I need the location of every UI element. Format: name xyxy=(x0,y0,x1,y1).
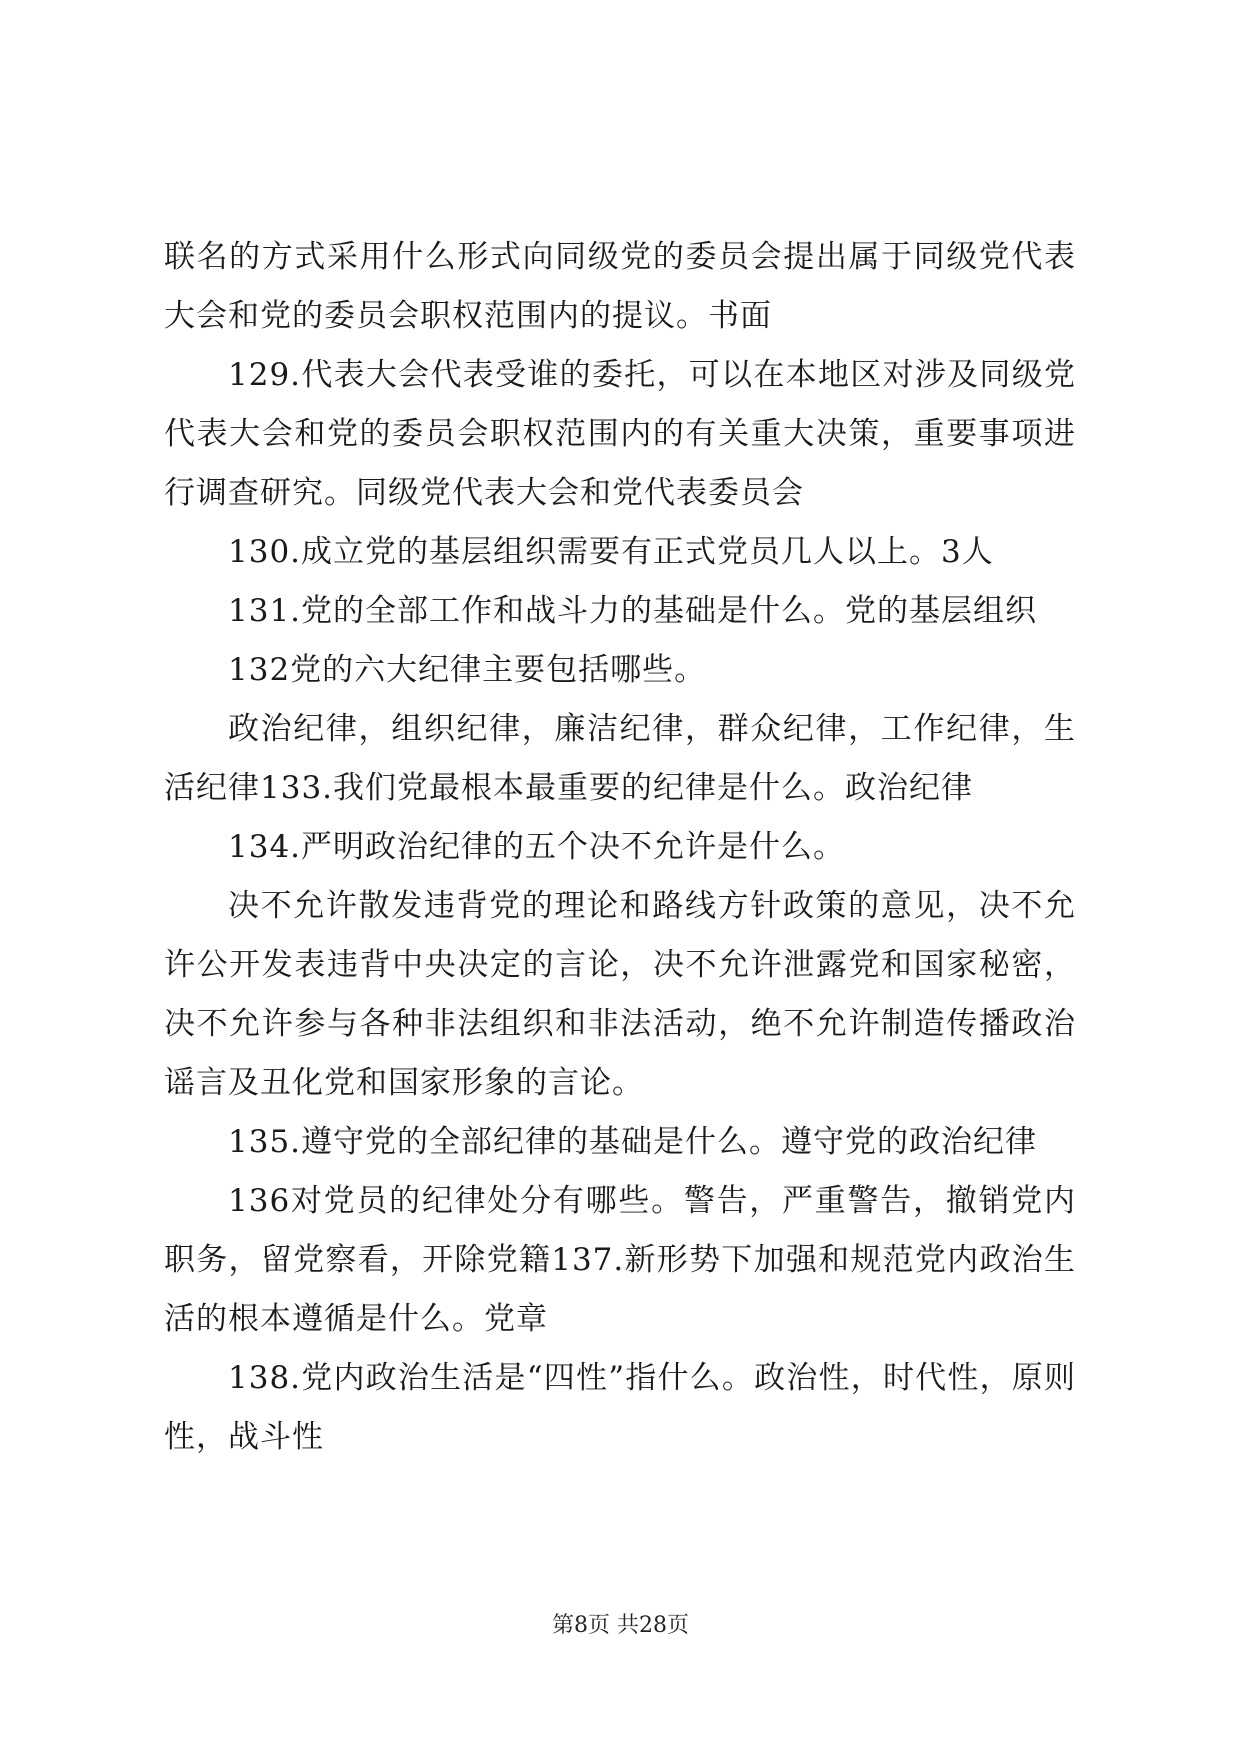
paragraph: 136对党员的纪律处分有哪些。警告，严重警告，撤销党内职务，留党察看，开除党籍137.新形势下加强和规范党内政治生活的根本遵循是什么。党章 xyxy=(164,1183,1076,1337)
paragraph: 129.代表大会代表受谁的委托，可以在本地区对涉及同级党代表大会和党的委员会职权范围内的有关重大决策，重要事项进行调查研究。同级党代表大会和党代表委员会 xyxy=(164,357,1076,511)
paragraph: 135.遵守党的全部纪律的基础是什么。遵守党的政治纪律 xyxy=(228,1124,1038,1160)
paragraph: 134.严明政治纪律的五个决不允许是什么。 xyxy=(228,829,846,865)
paragraph: 138.党内政治生活是“四性”指什么。政治性，时代性，原则性，战斗性 xyxy=(164,1360,1076,1455)
paragraph: 130.成立党的基层组织需要有正式党员几人以上。3人 xyxy=(228,534,994,570)
paragraph: 131.党的全部工作和战斗力的基础是什么。党的基层组织 xyxy=(228,593,1038,629)
paragraph: 联名的方式采用什么形式向同级党的委员会提出属于同级党代表大会和党的委员会职权范围内的提议。书面 xyxy=(164,239,1076,334)
paragraph: 决不允许散发违背党的理论和路线方针政策的意见，决不允许公开发表违背中央决定的言论，决不允许泄露党和国家秘密，决不允许参与各种非法组织和非法活动，绝不允许制造传播政治谣言及丑化党和国家形象的言论。 xyxy=(164,888,1076,1101)
paragraph: 132党的六大纪律主要包括哪些。 xyxy=(228,652,707,688)
paragraph: 政治纪律，组织纪律，廉洁纪律，群众纪律，工作纪律，生活纪律133.我们党最根本最重要的纪律是什么。政治纪律 xyxy=(164,711,1076,806)
document-body xyxy=(164,228,1076,1467)
page-number-footer: 第8页 共28页 xyxy=(552,1613,689,1638)
